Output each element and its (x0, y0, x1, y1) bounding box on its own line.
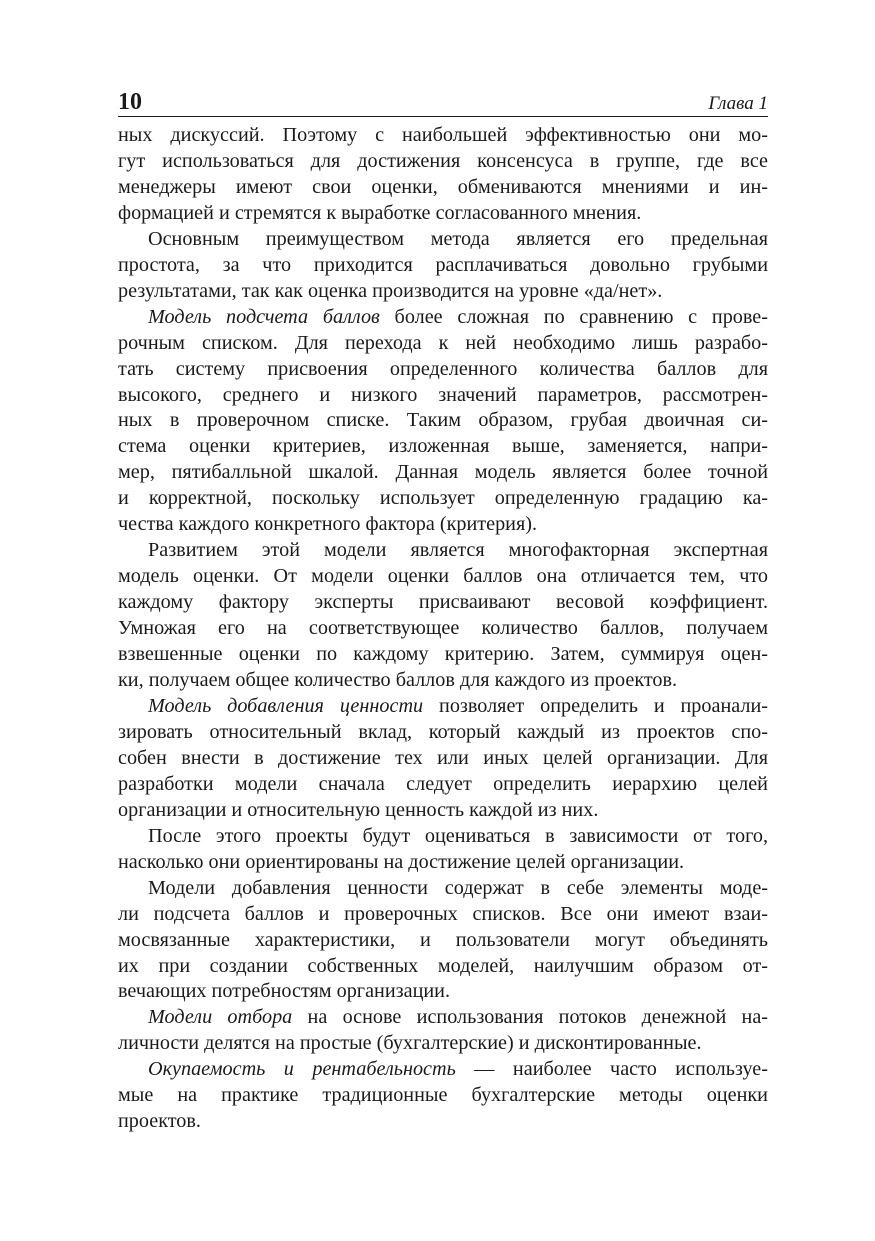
text-line: формацией и стремятся к выработке согласованного мнения. (118, 201, 642, 224)
text-line: гут использоваться для достижения консенсуса в группе, где все (118, 149, 768, 172)
paragraph (118, 305, 768, 539)
text-line: собен внести в достижение тех или иных целей организации. Для (118, 746, 768, 769)
text-line: Модели отбора на основе использования потоков денежной на- (148, 1006, 769, 1029)
text-line: Развитием этой модели является многофакторная экспертная (148, 539, 768, 562)
paragraph (118, 1005, 768, 1057)
body-text (118, 123, 768, 1135)
text-line: Модель добавления ценности позволяет определить и проанали- (148, 694, 768, 717)
text-line: насколько они ориентированы на достижение целей организации. (118, 850, 685, 873)
text-line: Окупаемость и рентабельность — наиболее часто используе- (148, 1058, 768, 1081)
text-line: ных в проверочном списке. Таким образом, грубая двоичная си- (118, 409, 768, 432)
text-line: организации и относительную ценность каждой из них. (118, 798, 599, 821)
text-line: мер, пятибалльной шкалой. Данная модель является более точной (118, 461, 768, 484)
text-line: ки, получаем общее количество баллов для каждого из проектов. (118, 669, 678, 692)
text-line: зировать относительный вклад, который каждый из проектов спо- (118, 720, 768, 743)
italic-term: Модель добавления ценности (148, 694, 424, 717)
paragraph (118, 227, 768, 305)
text-line: Умножая его на соответствующее количество баллов, получаем (118, 617, 768, 640)
text-line: простота, за что приходится расплачиваться довольно грубыми (118, 253, 768, 276)
text-line: и корректной, поскольку использует определенную градацию ка- (118, 487, 768, 510)
italic-term: Модель подсчета баллов (148, 305, 380, 328)
text-line: каждому фактору эксперты присваивают весовой коэффициент. (118, 591, 768, 614)
paragraph (118, 876, 768, 1006)
text-line: Модели добавления ценности содержат в себе элементы моде- (148, 876, 768, 899)
text-line: ных дискуссий. Поэтому с наибольшей эффективностью они мо- (118, 124, 768, 146)
text-line: После этого проекты будут оцениваться в зависимости от того, (148, 824, 768, 847)
text-line: Модель подсчета баллов более сложная по сравнению с прове- (148, 305, 768, 328)
chapter-title: Глава 1 (708, 93, 768, 114)
italic-term: Модели отбора (148, 1006, 293, 1029)
text-line: результатами, так как оценка производится на уровне «да/нет». (118, 279, 663, 302)
paragraph (118, 123, 768, 227)
paragraph (118, 694, 768, 824)
paragraph (118, 538, 768, 694)
text-line: рочным списком. Для перехода к ней необходимо лишь разрабо- (118, 331, 768, 354)
text-line: стема оценки критериев, изложенная выше, заменяется, напри- (118, 435, 768, 458)
paragraph (118, 824, 768, 876)
paragraph (118, 1057, 768, 1135)
text-line: проектов. (118, 1110, 201, 1133)
text-line: личности делятся на простые (бухгалтерские) и дисконтированные. (118, 1032, 702, 1055)
text-line: разработки модели сначала следует определить иерархию целей (118, 772, 768, 795)
page-number: 10 (118, 89, 142, 115)
book-page (118, 84, 768, 1135)
text-line: ли подсчета баллов и проверочных списков. Все они имеют взаи- (118, 902, 768, 925)
text-line: Основным преимуществом метода является его предельная (148, 227, 768, 250)
text-line: мосвязанные характеристики, и пользователи могут объединять (118, 928, 768, 951)
text-line: их при создании собственных моделей, наилучшим образом от- (118, 954, 768, 977)
text-line: тать систему присвоения определенного количества баллов для (118, 357, 768, 380)
text-line: мые на практике традиционные бухгалтерские методы оценки (118, 1084, 768, 1107)
italic-term: Окупаемость и рентабельность (148, 1058, 456, 1081)
text-line: высокого, среднего и низкого значений параметров, рассмотрен- (118, 383, 768, 406)
running-header (118, 84, 768, 117)
text-line: вечающих потребностям организации. (118, 980, 451, 1003)
text-line: модель оценки. От модели оценки баллов она отличается тем, что (118, 565, 768, 588)
text-line: чества каждого конкретного фактора (критерия). (118, 513, 538, 536)
text-line: взвешенные оценки по каждому критерию. Затем, суммируя оцен- (118, 643, 768, 666)
text-line: менеджеры имеют свои оценки, обмениваются мнениями и ин- (118, 175, 768, 198)
